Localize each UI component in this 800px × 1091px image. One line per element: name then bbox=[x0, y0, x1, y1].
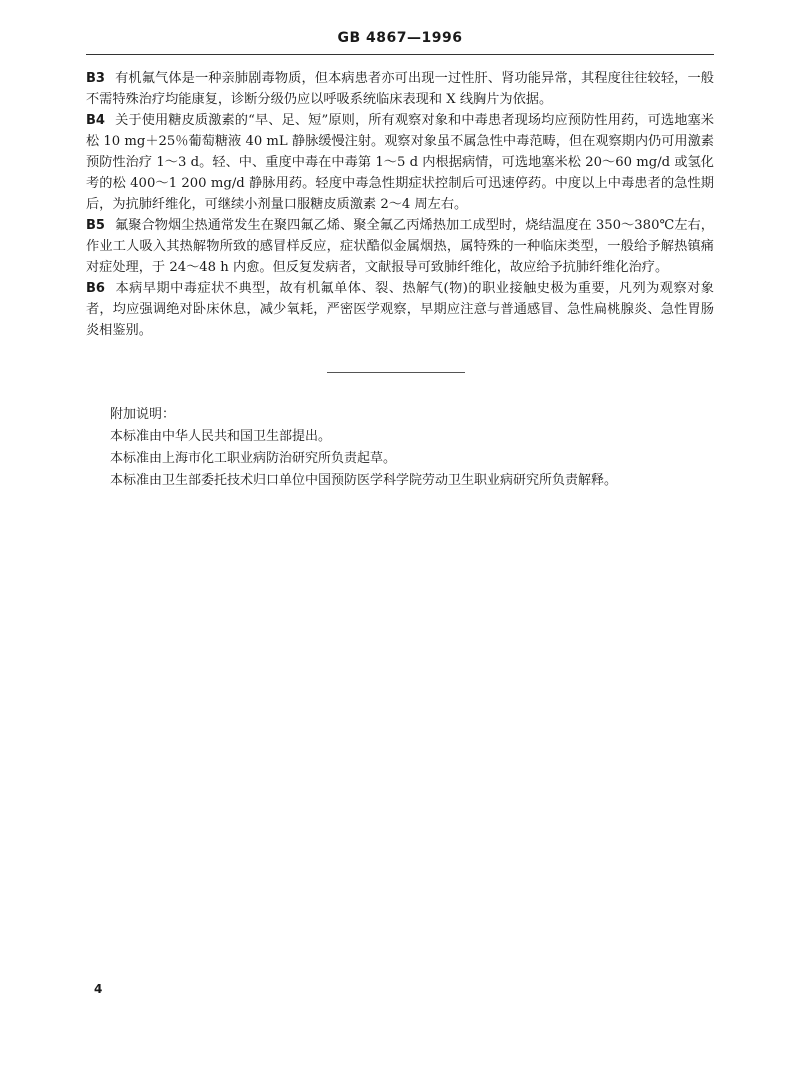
clause-id: B3 bbox=[86, 71, 105, 86]
additional-notes bbox=[110, 404, 714, 492]
note-line: 本标准由上海市化工职业病防治研究所负责起草。 bbox=[110, 451, 397, 466]
clause-text: 本病早期中毒症状不典型，故有机氟单体、裂、热解气(物)的职业接触史极为重要，凡列为观察对象者，均应强调绝对卧床休息，减少氧耗，严密医学观察，早期应注意与普通感冒、急性扁桃腺炎、急性胃肠炎相鉴别。 bbox=[86, 281, 714, 338]
section-divider bbox=[327, 372, 465, 373]
appendix-content bbox=[86, 68, 714, 341]
note-line: 本标准由中华人民共和国卫生部提出。 bbox=[110, 429, 332, 444]
clause-id: B5 bbox=[86, 218, 105, 233]
clause-b6 bbox=[86, 278, 714, 341]
clause-text: 氟聚合物烟尘热通常发生在聚四氟乙烯、聚全氟乙丙烯热加工成型时，烧结温度在 350～380℃左右，作业工人吸入其热解物所致的感冒样反应，症状酷似金属烟热，属特殊的一种临床类型，一般给予解热镇痛对症处理，于 24～48 h 内愈。但反复发病者，文献报导可致肺纤维化，故应给予抗肺纤维化治疗。 bbox=[86, 218, 714, 275]
notes-title: 附加说明： bbox=[110, 407, 176, 422]
clause-id: B4 bbox=[86, 113, 105, 128]
clause-b5 bbox=[86, 215, 714, 278]
clause-b4 bbox=[86, 110, 714, 215]
note-line: 本标准由卫生部委托技术归口单位中国预防医学科学院劳动卫生职业病研究所负责解释。 bbox=[110, 473, 618, 488]
standard-header: GB 4867—1996 bbox=[337, 30, 463, 46]
page-number: 4 bbox=[94, 982, 103, 996]
clause-id: B6 bbox=[86, 281, 105, 296]
clause-b3 bbox=[86, 68, 714, 110]
clause-text: 有机氟气体是一种亲肺剧毒物质，但本病患者亦可出现一过性肝、肾功能异常，其程度往往较轻，一般不需特殊治疗均能康复，诊断分级仍应以呼吸系统临床表现和 X 线胸片为依据。 bbox=[86, 71, 714, 107]
clause-text: 关于使用糖皮质激素的“早、足、短”原则，所有观察对象和中毒患者现场均应预防性用药，可选地塞米松 10 mg＋25％葡萄糖液 40 mL 静脉缓慢注射。观察对象虽不属急性中毒范畴，但在观察期内仍可用激素预防性治疗 1～3 d。轻、中、重度中毒在中毒第 1～5 d 内根据病情，可选地塞米松 20～60 mg/d 或氢化考的松 400～1 200 mg/d 静脉用药。轻度中毒急性期症状控制后可迅速停药。中度以上中毒患者的急性期后，为抗肺纤维化，可继续小剂量口服糖皮质激素 2～4 周左右。 bbox=[86, 113, 714, 212]
header-rule bbox=[86, 54, 714, 55]
